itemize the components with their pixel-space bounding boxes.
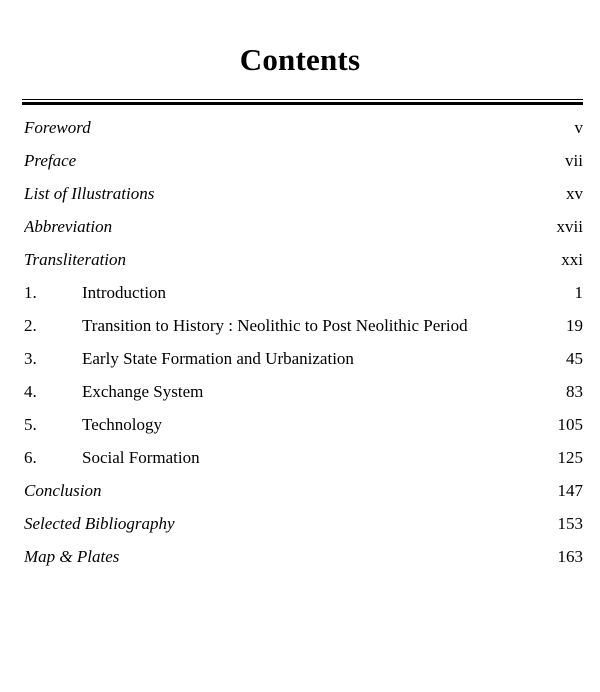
toc-entry-page-number: xxi <box>561 250 583 269</box>
toc-entry-label: Preface <box>24 151 77 170</box>
toc-entry-label: Early State Formation and Urbanization <box>82 349 354 368</box>
toc-entry-label: Selected Bibliography <box>24 514 175 533</box>
toc-entry-page-number: v <box>574 118 583 137</box>
toc-entry-page-number: xv <box>566 184 583 203</box>
toc-entry-label: Social Formation <box>82 448 200 467</box>
toc-entry-label: Transition to History : Neolithic to Post Neolithic Period <box>82 316 468 335</box>
toc-entry-page-number: 147 <box>557 481 583 500</box>
toc-entry-number: 4. <box>24 382 37 401</box>
toc-entry-page-number: vii <box>565 151 583 170</box>
toc-entry-page-number: 105 <box>557 415 583 434</box>
toc-entry-number: 5. <box>24 415 37 434</box>
toc-entry-number: 2. <box>24 316 37 335</box>
toc-entry-label: Map & Plates <box>24 547 120 566</box>
toc-entry-row[interactable] <box>24 415 583 448</box>
toc-entry-number: 1. <box>24 283 37 302</box>
toc-entry-number: 3. <box>24 349 37 368</box>
divider-line-thick <box>22 102 583 105</box>
toc-entry-label: Introduction <box>82 283 167 302</box>
toc-entry-row[interactable] <box>24 316 583 349</box>
toc-entry-page-number: 125 <box>557 448 583 467</box>
toc-entry-number: 6. <box>24 448 37 467</box>
toc-entry-row[interactable] <box>24 349 583 382</box>
toc-entry-page-number: xvii <box>556 217 583 236</box>
toc-entry-label: Conclusion <box>24 481 102 500</box>
toc-entry-page-number: 153 <box>557 514 583 533</box>
toc-entry-label: Transliteration <box>24 250 127 269</box>
toc-entry-page-number: 19 <box>566 316 583 335</box>
divider-line-thin <box>22 99 583 100</box>
toc-entry-page-number: 163 <box>557 547 583 566</box>
toc-entry-list <box>24 118 583 580</box>
toc-entry-row[interactable] <box>24 382 583 415</box>
toc-entry-row[interactable] <box>24 547 583 580</box>
toc-entry-page-number: 1 <box>574 283 583 302</box>
toc-entry-label: Foreword <box>24 118 91 137</box>
toc-entry-row[interactable] <box>24 514 583 547</box>
toc-entry-row[interactable] <box>24 118 583 151</box>
title-divider-rule <box>22 99 583 107</box>
toc-entry-row[interactable] <box>24 217 583 250</box>
toc-entry-page-number: 83 <box>566 382 583 401</box>
toc-entry-label: List of Illustrations <box>24 184 155 203</box>
toc-entry-label: Exchange System <box>82 382 204 401</box>
toc-entry-row[interactable] <box>24 250 583 283</box>
page-title: Contents <box>239 42 361 77</box>
toc-entry-row[interactable] <box>24 448 583 481</box>
toc-entry-label: Abbreviation <box>24 217 113 236</box>
toc-entry-row[interactable] <box>24 481 583 514</box>
toc-entry-row[interactable] <box>24 184 583 217</box>
toc-entry-label: Technology <box>82 415 163 434</box>
toc-entry-page-number: 45 <box>566 349 583 368</box>
toc-entry-row[interactable] <box>24 283 583 316</box>
toc-entry-row[interactable] <box>24 151 583 184</box>
